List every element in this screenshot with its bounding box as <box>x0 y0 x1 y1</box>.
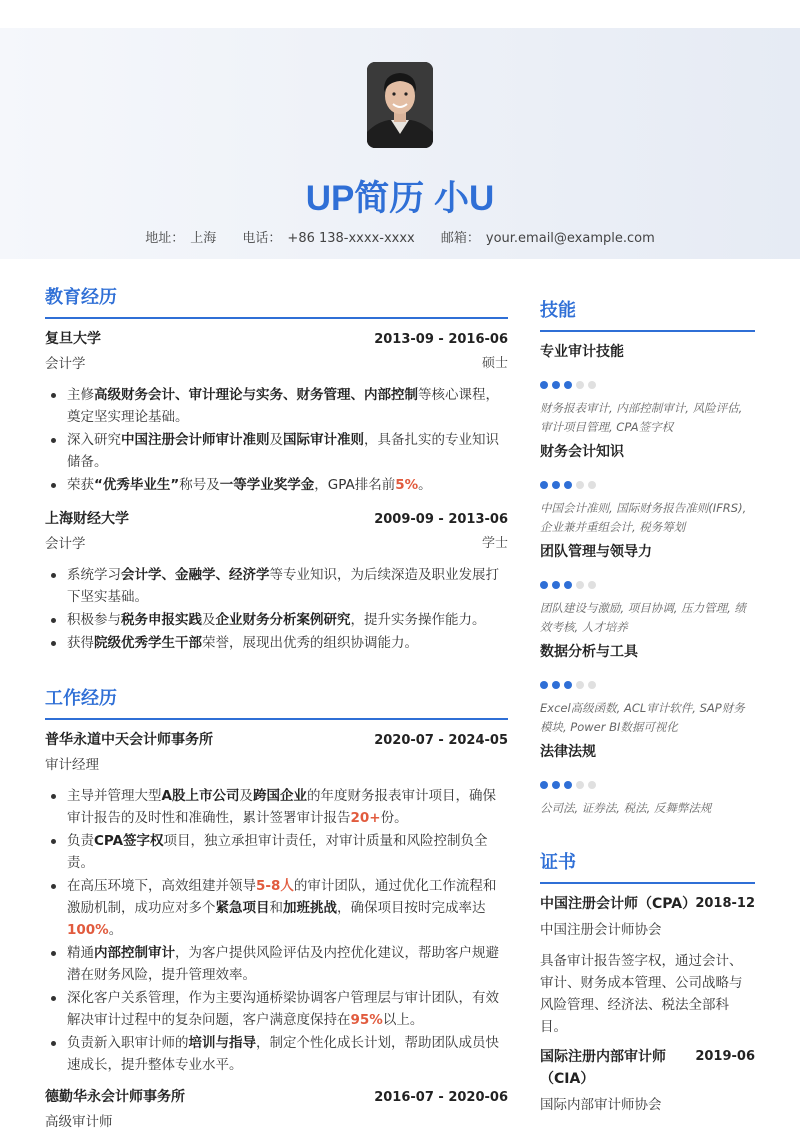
skill-item <box>540 541 755 637</box>
cert-name: 国际注册内部审计师（CIA） <box>540 1049 666 1087</box>
skill-item <box>540 441 755 537</box>
cert-entry <box>540 893 755 1038</box>
skill-level-dot <box>564 681 572 689</box>
work-section-title: 工作经历 <box>45 684 508 720</box>
skill-level-dot <box>564 381 572 389</box>
skill-name: 团队管理与领导力 <box>540 544 652 560</box>
contact-phone: 电话： +86 138-xxxx-xxxx <box>242 231 415 246</box>
list-item: 负责新入职审计师的培训与指导，制定个性化成长计划，帮助团队成员快速成长，提升整体专业水平。 <box>45 1032 508 1076</box>
skills-list <box>540 341 755 818</box>
skill-name: 法律法规 <box>540 744 596 760</box>
avatar-photo <box>367 62 433 148</box>
cert-date: 2019-06 <box>695 1049 755 1064</box>
skills-section-title: 技能 <box>540 296 755 332</box>
skill-level-dot <box>552 681 560 689</box>
cert-issuer: 中国注册会计师协会 <box>540 922 662 938</box>
contact-address: 地址： 上海 <box>145 231 217 246</box>
list-item: 主修高级财务会计、审计理论与实务、财务管理、内部控制等核心课程，奠定坚实理论基础。 <box>45 384 508 428</box>
skill-level-dot <box>540 581 548 589</box>
skill-item <box>540 341 755 437</box>
job-title: 审计经理 <box>45 757 99 773</box>
skill-level-dot <box>540 781 548 789</box>
skill-level-dot <box>552 581 560 589</box>
list-item: 负责CPA签字权项目，独立承担审计责任，对审计质量和风险控制负全责。 <box>45 830 508 874</box>
skill-level-rating <box>540 581 755 589</box>
school-name: 上海财经大学 <box>45 511 129 527</box>
skill-level-rating <box>540 481 755 489</box>
education-section-title: 教育经历 <box>45 283 508 319</box>
skill-level-dot <box>540 681 548 689</box>
skill-level-dot <box>588 681 596 689</box>
skill-level-dot <box>588 381 596 389</box>
skill-level-dot <box>576 681 584 689</box>
cert-name: 中国注册会计师（CPA） <box>540 896 697 912</box>
major: 会计学 <box>45 356 86 372</box>
skill-name: 专业审计技能 <box>540 344 624 360</box>
skill-description: 公司法, 证券法, 税法, 反舞弊法规 <box>540 801 712 815</box>
list-item: 深化客户关系管理，作为主要沟通桥梁协调客户管理层与审计团队，有效解决审计过程中的复杂问题，客户满意度保持在95%以上。 <box>45 987 508 1031</box>
skill-description: 中国会计准则, 国际财务报告准则(IFRS), 企业兼并重组会计, 税务筹划 <box>540 501 747 534</box>
skill-level-rating <box>540 381 755 389</box>
date-range: 2016-07 - 2020-06 <box>374 1090 508 1105</box>
skill-level-dot <box>552 781 560 789</box>
list-item: 获得院级优秀学生干部荣誉，展现出优秀的组织协调能力。 <box>45 632 508 654</box>
skill-description: Excel高级函数, ACL审计软件, SAP财务模块, Power BI数据可视化 <box>540 701 745 734</box>
skill-level-dot <box>540 381 548 389</box>
header-banner <box>0 28 800 259</box>
school-name: 复旦大学 <box>45 331 101 347</box>
degree: 学士 <box>481 536 508 551</box>
contact-info <box>0 227 800 246</box>
skill-description: 财务报表审计, 内部控制审计, 风险评估, 审计项目管理, CPA签字权 <box>540 401 743 434</box>
candidate-name: UP简历 小U <box>305 179 495 218</box>
skill-level-dot <box>540 481 548 489</box>
list-item: 积极参与税务申报实践及企业财务分析案例研究，提升实务操作能力。 <box>45 609 508 631</box>
skill-level-rating <box>540 681 755 689</box>
list-item: 深入研究中国注册会计师审计准则及国际审计准则，具备扎实的专业知识储备。 <box>45 429 508 473</box>
job-title: 高级审计师 <box>45 1114 113 1130</box>
skill-level-dot <box>576 581 584 589</box>
skill-name: 数据分析与工具 <box>540 644 638 660</box>
major: 会计学 <box>45 536 86 552</box>
skill-level-dot <box>576 781 584 789</box>
list-item: 在高压环境下，高效组建并领导5-8人的审计团队，通过优化工作流程和激励机制，成功应对多个紧急项目和加班挑战，确保项目按时完成率达100%。 <box>45 875 508 941</box>
skill-item <box>540 741 755 818</box>
skill-item <box>540 641 755 737</box>
cert-entry <box>540 1046 755 1113</box>
work-entry <box>45 1086 508 1130</box>
date-range: 2013-09 - 2016-06 <box>374 332 508 347</box>
list-item: 精通内部控制审计，为客户提供风险评估及内控优化建议，帮助客户规避潜在财务风险，提升管理效率。 <box>45 942 508 986</box>
skill-level-dot <box>552 481 560 489</box>
skill-level-dot <box>588 581 596 589</box>
skill-name: 财务会计知识 <box>540 444 624 460</box>
certs-section-title: 证书 <box>540 848 755 884</box>
sidebar-column <box>540 296 755 1113</box>
main-column <box>45 283 508 1130</box>
list-item: 系统学习会计学、金融学、经济学等专业知识，为后续深造及职业发展打下坚实基础。 <box>45 564 508 608</box>
skill-level-dot <box>564 781 572 789</box>
company-name: 普华永道中天会计师事务所 <box>45 732 213 748</box>
avatar <box>367 62 433 148</box>
skill-level-dot <box>588 481 596 489</box>
list-item: 主导并管理大型A股上市公司及跨国企业的年度财务报表审计项目，确保审计报告的及时性和准确性，累计签署审计报告20+份。 <box>45 785 508 829</box>
cert-description: 具备审计报告签字权，通过会计、审计、财务成本管理、公司战略与风险管理、经济法、税法全部科目。 <box>540 953 743 1035</box>
skill-level-dot <box>588 781 596 789</box>
skill-level-dot <box>576 481 584 489</box>
skill-level-dot <box>564 581 572 589</box>
degree: 硕士 <box>481 356 508 371</box>
skill-level-dot <box>552 381 560 389</box>
skill-level-dot <box>576 381 584 389</box>
company-name: 德勤华永会计师事务所 <box>45 1089 185 1105</box>
date-range: 2009-09 - 2013-06 <box>374 512 508 527</box>
contact-email: 邮箱： your.email@example.com <box>440 231 655 246</box>
date-range: 2020-07 - 2024-05 <box>374 733 508 748</box>
work-entry <box>45 729 508 1076</box>
education-entry <box>45 328 508 496</box>
cert-date: 2018-12 <box>695 896 755 911</box>
skill-description: 团队建设与激励, 项目协调, 压力管理, 绩效考核, 人才培养 <box>540 601 746 634</box>
list-item: 荣获“优秀毕业生”称号及一等学业奖学金，GPA排名前5%。 <box>45 474 508 496</box>
skill-level-dot <box>564 481 572 489</box>
skill-level-rating <box>540 781 755 789</box>
education-entry <box>45 508 508 654</box>
cert-issuer: 国际内部审计师协会 <box>540 1097 662 1113</box>
